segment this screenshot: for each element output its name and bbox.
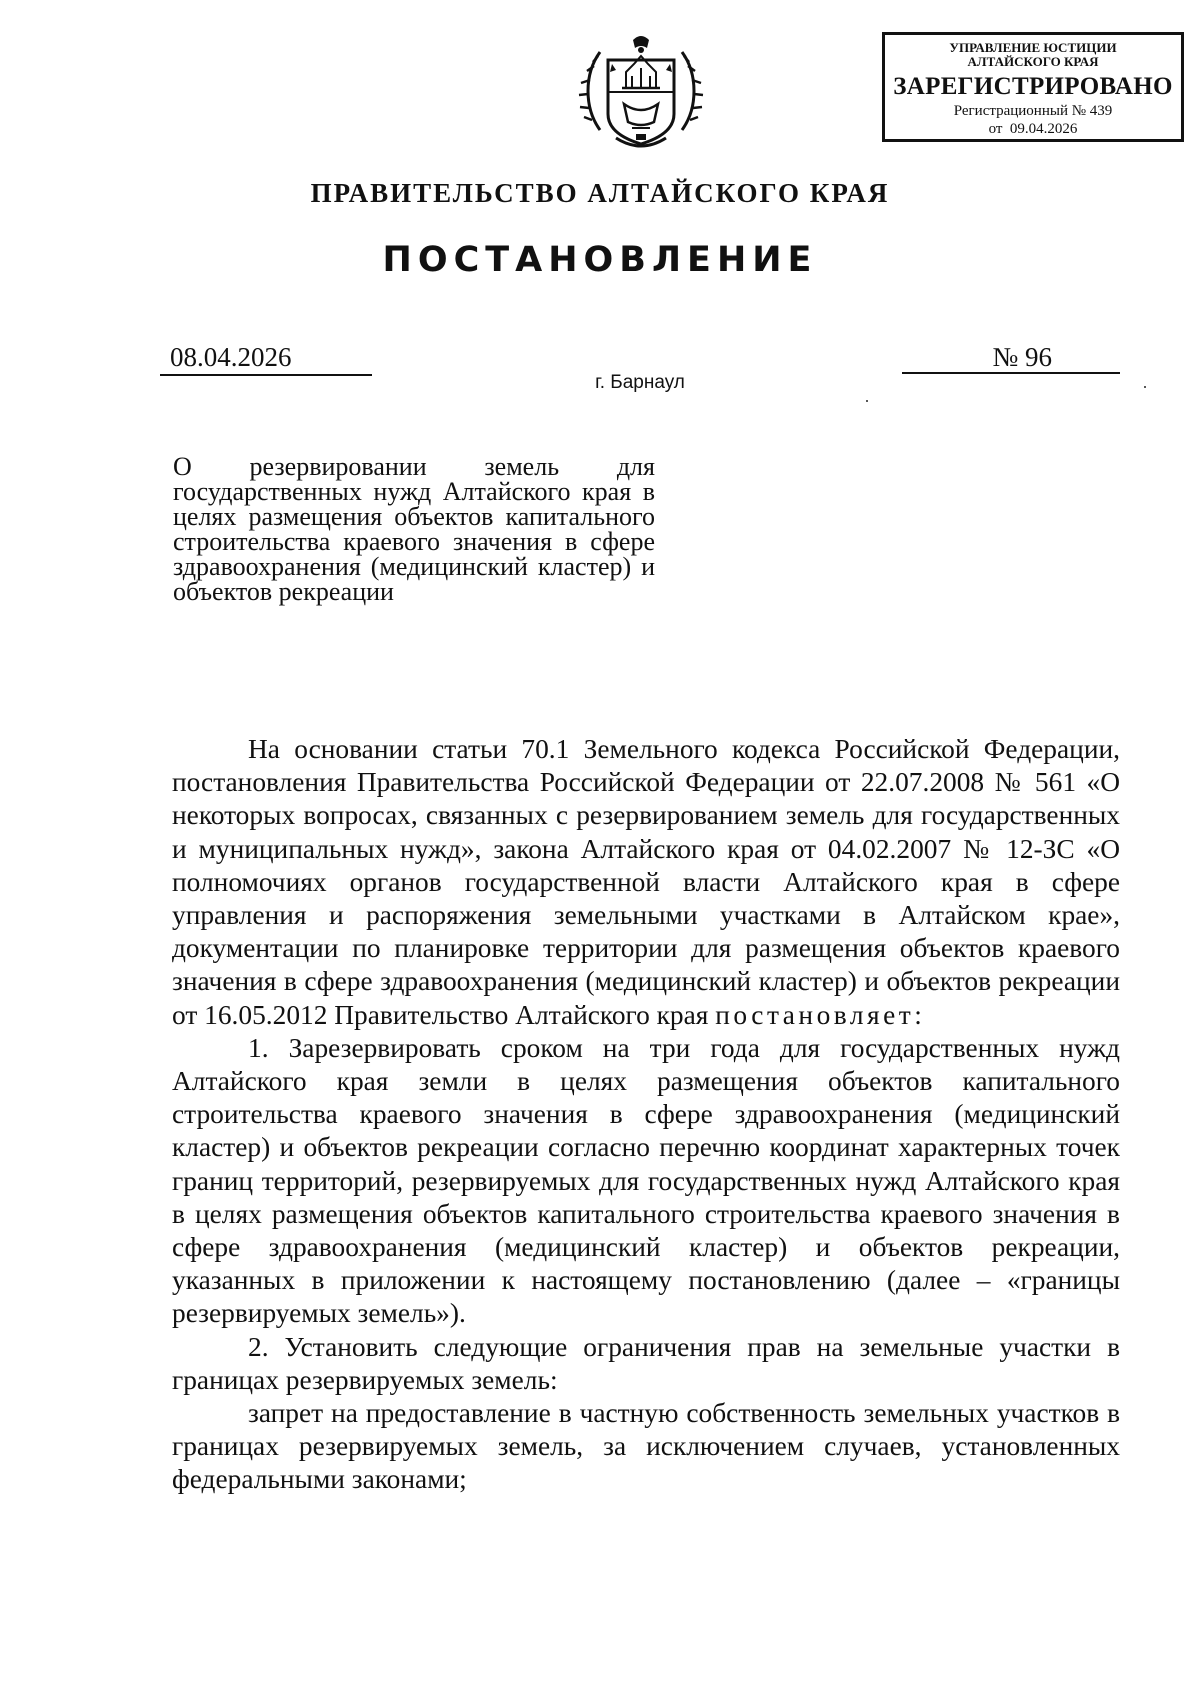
document-body bbox=[172, 733, 1120, 1497]
scan-speck bbox=[1144, 386, 1146, 388]
stamp-status: ЗАРЕГИСТРИРОВАНО bbox=[893, 73, 1173, 100]
preamble-text: На основании статьи 70.1 Земельного кодекса Российской Федерации, постановления Правительства Российской Федерации от 22.07.2008 № 561 «О некоторых вопросах, связанных с резервированием земель для государственных и муниципальных нужд», закона Алтайского края от 04.02.2007 № 12-ЗС «О полномочиях органов государственной власти Алтайского края в сфере управления и распоряжения земельными участками в Алтайском крае», документации по планировке территории для размещения объектов краевого значения в сфере здравоохранения (медицинский кластер) и объектов рекреации от 16.05.2012 Правительство Алтайского края bbox=[172, 734, 1120, 1030]
item-1-paragraph: 1. Зарезервировать сроком на три года для государственных нужд Алтайского края земли в целях размещения объектов капитального строительства краевого значения в сфере здравоохранения (медицинский кластер) и объектов рекреации согласно перечню координат характерных точек границ территорий, резервируемых для государственных нужд Алтайского края в целях размещения объектов капитального строительства краевого значения в сфере здравоохранения (медицинский кластер) и объектов рекреации, указанных в приложении к настоящему постановлению (далее – «границы резервируемых земель»). bbox=[172, 1032, 1120, 1329]
coat-of-arms-emblem bbox=[578, 30, 704, 154]
document-subject: О резервировании земель для государственных нужд Алтайского края в целях размещения объектов капитального строительства краевого значения в сфере здравоохранения (медицинский кластер) и объектов рекреации bbox=[173, 452, 655, 606]
item-2-paragraph: 2. Установить следующие ограничения прав на земельные участки в границах резервируемых земель: bbox=[172, 1331, 1120, 1395]
document-date-field bbox=[160, 340, 372, 376]
preamble-paragraph bbox=[172, 733, 1120, 1032]
document-number: № 96 bbox=[992, 342, 1052, 372]
stamp-reg-date: от 09.04.2026 bbox=[988, 121, 1078, 137]
city-name: г. Барнаул bbox=[595, 372, 685, 393]
decree-word: постановляет: bbox=[715, 999, 926, 1030]
stamp-reg-number: Регистрационный № 439 bbox=[953, 103, 1113, 119]
government-name: ПРАВИТЕЛЬСТВО АЛТАЙСКОГО КРАЯ bbox=[310, 178, 890, 208]
document-type-title: ПОСТАНОВЛЕНИЕ bbox=[382, 240, 818, 280]
document-date: 08.04.2026 bbox=[170, 342, 292, 372]
scan-speck bbox=[866, 400, 868, 402]
registration-stamp bbox=[882, 32, 1184, 142]
stamp-department: УПРАВЛЕНИЕ ЮСТИЦИИ bbox=[949, 40, 1117, 55]
stamp-region: АЛТАЙСКОГО КРАЯ bbox=[967, 54, 1099, 69]
item-2-restriction-paragraph: запрет на предоставление в частную собственность земельных участков в границах резервируемых земель, за исключением случаев, установленных федеральными законами; bbox=[172, 1398, 1120, 1495]
document-number-field bbox=[902, 340, 1120, 374]
